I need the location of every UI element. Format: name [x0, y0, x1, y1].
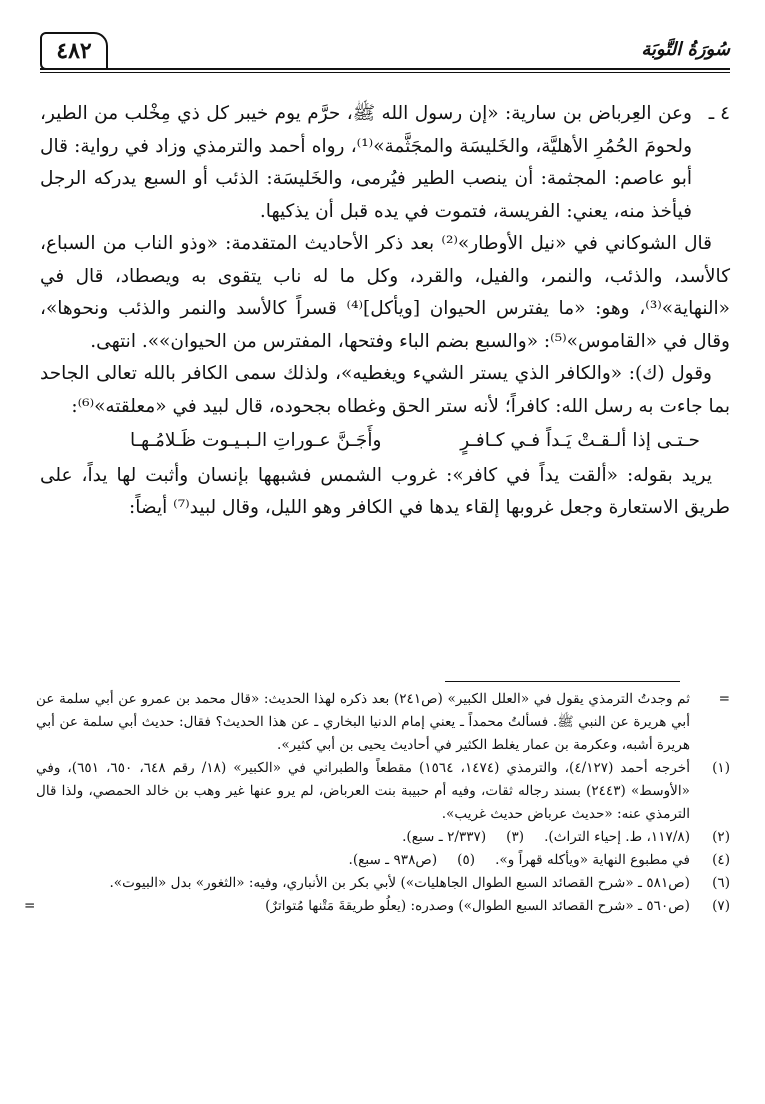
- footnote-6: [36, 872, 730, 895]
- footnote-text: (ص٩٣٨ ـ سبع).: [348, 852, 438, 868]
- continuation-marker: =: [24, 898, 36, 914]
- footnote-1: [36, 757, 730, 826]
- footnotes: [24, 688, 730, 918]
- footnote-text: ثم وجدتُ الترمذي يقول في «العلل الكبير» (ص٢٤١) بعد ذكره لهذا الحديث: «قال محمد بن عمرو عن أبي سلمة عن أبي هريرة عن النبي ﷺ. فسألتُ محمداً ـ يعني إمام الدنيا البخاري ـ عن هذا الحديث؟ فقال: حديث أبي سلمة عن أبي هريرة أشبه، وعكرمة بن عمار يغلط الكثير في أحاديث يحيى بن أبي كثير».: [36, 691, 690, 753]
- footnote-text: (١١٧/٨، ط. إحياء التراث).: [544, 829, 690, 845]
- page-number: ٤٨٢: [40, 32, 108, 70]
- footnote-text: (ص٥٨١ ـ «شرح القصائد السبع الطوال الجاهليات») لأبي بكر بن الأنباري، وفيه: «الثغور» بدل «البيوت».: [109, 875, 690, 891]
- footnote-text: (ص٥٦٠ ـ «شرح القصائد السبع الطوال») وصدره: (يعلُو طريقةَ مَتْنها مُتواترٌ): [265, 898, 690, 914]
- paragraph-kafir: وقول (ك): «والكافر الذي يستر الشيء ويغطيه»، ولذلك سمى الكافر بالله تعالى الجاحد بما جاءت به رسل الله: كافراً؛ لأنه ستر الحق وغطاه بجحوده، قال لبيد في «معلقته»⁽⁶⁾:: [40, 363, 730, 417]
- item-number: ٤ ـ: [708, 103, 730, 124]
- continuation-marker: =: [718, 691, 730, 707]
- paragraph-shawkani: قال الشوكاني في «نيل الأوطار»⁽²⁾ بعد ذكر الأحاديث المتقدمة: «وذو الناب من السباع، كالأسد، والذئب، والنمر، والفيل، والقرد، وكل ما له ناب يتقوى به ويصطاد، قال في «النهاية»⁽³⁾، وهو: «ما يفترس الحيوان [ويأكل]⁽⁴⁾ قسراً كالأسد والنمر والذئب ونحوها»، وقال في «القاموس»⁽⁵⁾: «والسبع بضم الباء وفتحها، المفترس من الحيوان»». انتهى.: [40, 233, 731, 352]
- header-rule: [40, 68, 730, 70]
- footnote-number: (٣): [506, 829, 525, 845]
- surah-title: سُورَةُ التَّوبَة: [641, 38, 730, 60]
- footnote-number: (٢): [712, 829, 730, 845]
- poem-first-hemistich: حـتـى إذا ألـقـتْ يَـداً فـي كـافـرٍ: [460, 430, 700, 451]
- footnote-text: (٢/٣٣٧ ـ سبع).: [402, 829, 487, 845]
- footnote-number: (٥): [457, 852, 476, 868]
- paragraph-explanation: يريد بقوله: «ألقت يداً في كافر»: غروب الشمس فشبهها بإنسان وأثبت لها يداً، على طريق الاستعارة وجعل غروبها إلقاء يدها في الكافر وهو الليل، وقال لبيد⁽⁷⁾ أيضاً:: [40, 464, 730, 518]
- footnote-separator: [445, 681, 680, 682]
- main-text: [40, 98, 730, 525]
- hadith-text: وعن العِرباض بن سارية: «إن رسول الله ﷺ، حرَّم يوم خيبر كل ذي مِخْلب من الطير، ولحومَ الحُمُرِ الأهليَّة، والخَليسَة والمجَثَّمة»⁽¹⁾، رواه أحمد والترمذي وزاد في رواية: قال أبو عاصم: المجثمة: أن ينصب الطير فيُرمى، والخَليسَة: الذئب أو السبع يدركه الرجل فيأخذ منه، يعني: الفريسة، فتموت في يده قبل أن يذكيها.: [40, 103, 692, 222]
- footnote-number: (٤): [712, 852, 730, 868]
- footnote-number: (١): [712, 760, 730, 776]
- footnote-7: [24, 895, 730, 918]
- hadith-item-4: [40, 98, 730, 228]
- footnotes-2-3: [36, 826, 730, 849]
- footnote-number: (٧): [712, 898, 730, 914]
- poem-second-hemistich: وأَجَـنَّ عـوراتِ الـبـيـوت ظَـلامُـهـا: [130, 430, 382, 451]
- poem-verse: [40, 425, 730, 458]
- footnote-number: (٦): [712, 875, 730, 891]
- footnote-text: في مطبوع النهاية «ويأكله قهراً و».: [495, 852, 690, 868]
- footnote-text: أخرجه أحمد (٤/١٢٧)، والترمذي (١٤٧٤، ١٥٦٤) مقطعاً والطبراني في «الكبير» (١٨/ رقم ٦٤٨، ٦٥٠، ٦٥١)، وفي «الأوسط» (٢٤٤٣) بسند رجاله ثقات، وفيه أم حبيبة بنت العرباض، لم يرو عنها غير وهب بن خالد الحمصي، ولذا قال الترمذي عنه: «حديث عرباض حديث غريب».: [36, 760, 690, 822]
- footnotes-4-5: [36, 849, 730, 872]
- footnote-continuation: [36, 688, 730, 757]
- page-header: [40, 32, 730, 76]
- header-rule-thin: [40, 72, 730, 73]
